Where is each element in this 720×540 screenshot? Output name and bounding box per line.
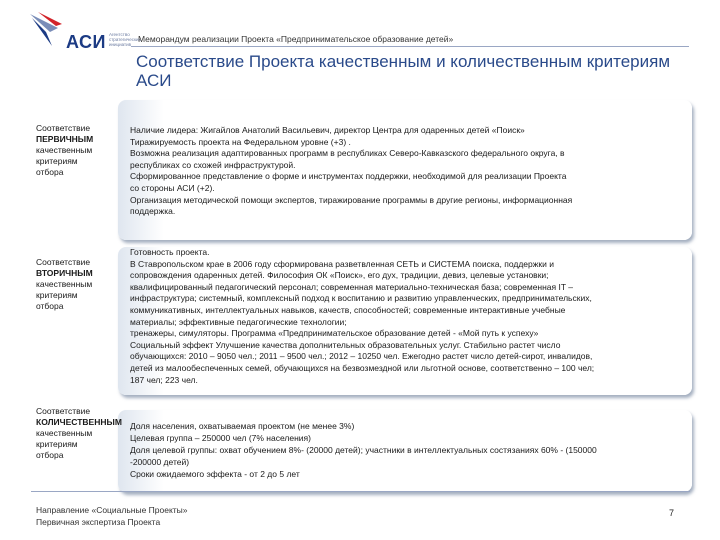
text-line: В Ставропольском крае в 2006 году сформирована разветвленная СЕТЬ и СИСТЕМА поиска, поддержки и [130, 258, 554, 269]
footer-divider [31, 491, 690, 492]
label-line: отбора [36, 450, 64, 460]
text-line: -200000 детей) [130, 456, 190, 467]
label-line: ВТОРИЧНЫМ [36, 268, 93, 278]
text-line: Доля целевой группы: охват обучением 8%- (20000 детей); участники в интеллектуальных состязаниях 60% - (150000 [130, 444, 597, 455]
header-divider [131, 46, 689, 47]
text-line: Доля населения, охватываемая проектом (не менее 3%) [130, 421, 355, 431]
label-line: качественным [36, 428, 93, 438]
text-line: тренажеры, симуляторы. Программа «Предпринимательское образование детей - «Мой путь к успеху» [130, 328, 539, 339]
logo-text: АСИ [66, 32, 106, 52]
text-line: республиках со схожей инфраструктурой. [130, 159, 296, 170]
text-line: Социальный эффект Улучшение качества дополнительных образовательных услуг. Стабильно растет число [130, 339, 561, 350]
text-line: Сформированное представление о форме и инструментах поддержки, необходимой для реализации Проекта [130, 171, 567, 182]
quantitative-criteria-text [130, 421, 686, 481]
asi-logo [24, 8, 141, 56]
page-title: Соответствие Проекта качественным и количественным критериям АСИ [136, 52, 671, 90]
page-number: 7 [669, 508, 675, 518]
label-line: ПЕРВИЧНЫМ [36, 134, 94, 144]
text-line: сопровождения одаренных детей. Философия ОК «Поиск», его дух, традиции, девиз, целевые установки; [130, 270, 549, 281]
label-line: КОЛИЧЕСТВЕННЫМ [36, 417, 122, 427]
text-line: коммуникативных, интеллектуальных навыков, качеств, способностей; современные интерактивные учебные [130, 304, 566, 315]
text-line: со стороны АСИ (+2). [130, 182, 215, 193]
text-line: детей из малообеспеченных семей, обучающихся на безвозмездной или льготной основе, соответственно – 100 чел; [130, 362, 595, 373]
label-line: критериям [36, 439, 78, 449]
primary-criteria-text [130, 125, 686, 218]
label-line: отбора [36, 167, 64, 177]
logo-subtitle: Агентство стратегических инициатив [109, 32, 141, 47]
text-line: квалифицированный педагогический персонал; современная материально-техническая база; современная IT – [130, 281, 573, 292]
text-line: инфраструктура; системный, комплексный подход к воспитанию и развитию управленческих, предпринимательских, [130, 293, 592, 304]
label-line: Соответствие [36, 406, 91, 416]
label-line: Соответствие [36, 123, 91, 133]
text-line: Тиражируемость проекта на Федеральном уровне (+3) . [130, 136, 351, 147]
label-primary-criteria [36, 123, 118, 178]
text-line: Готовность проекта. [130, 247, 210, 257]
label-secondary-criteria [36, 257, 118, 312]
label-line: критериям [36, 156, 78, 166]
footer-direction: Направление «Социальные Проекты» [36, 505, 188, 515]
label-line: качественным [36, 279, 93, 289]
label-line: критериям [36, 290, 78, 300]
text-line: Сроки ожидаемого эффекта - от 2 до 5 лет [130, 468, 300, 479]
label-quantitative-criteria [36, 406, 126, 461]
footer-expertise: Первичная экспертиза Проекта [36, 517, 161, 527]
footer [36, 504, 188, 528]
label-line: Соответствие [36, 257, 91, 267]
text-line: Организация методической помощи экспертов, тиражирование программы в другие регионы, информационная [130, 194, 573, 205]
secondary-criteria-text [130, 247, 686, 386]
label-line: отбора [36, 301, 64, 311]
asi-logo-icon [28, 10, 64, 50]
text-line: Наличие лидера: Жигайлов Анатолий Васильевич, директор Центра для одаренных детей «Поиск» [130, 125, 525, 135]
label-line: качественным [36, 145, 93, 155]
text-line: Целевая группа – 250000 чел (7% населения) [130, 432, 311, 443]
text-line: обучающихся: 2010 – 9050 чел.; 2011 – 9500 чел.; 2012 – 10250 чел. Ежегодно растет число детей-сирот, инвалидов, [130, 351, 593, 362]
text-line: поддержка. [130, 206, 176, 217]
text-line: Возможна реализация адаптированных программ в республиках Северо-Кавказского федерального округа, в [130, 148, 565, 159]
memo-header: Меморандум реализации Проекта «Предпринимательское образование детей» [138, 34, 454, 44]
text-line: 187 чел; 223 чел. [130, 374, 198, 385]
text-line: материалы; эффективные педагогические технологии; [130, 316, 347, 327]
